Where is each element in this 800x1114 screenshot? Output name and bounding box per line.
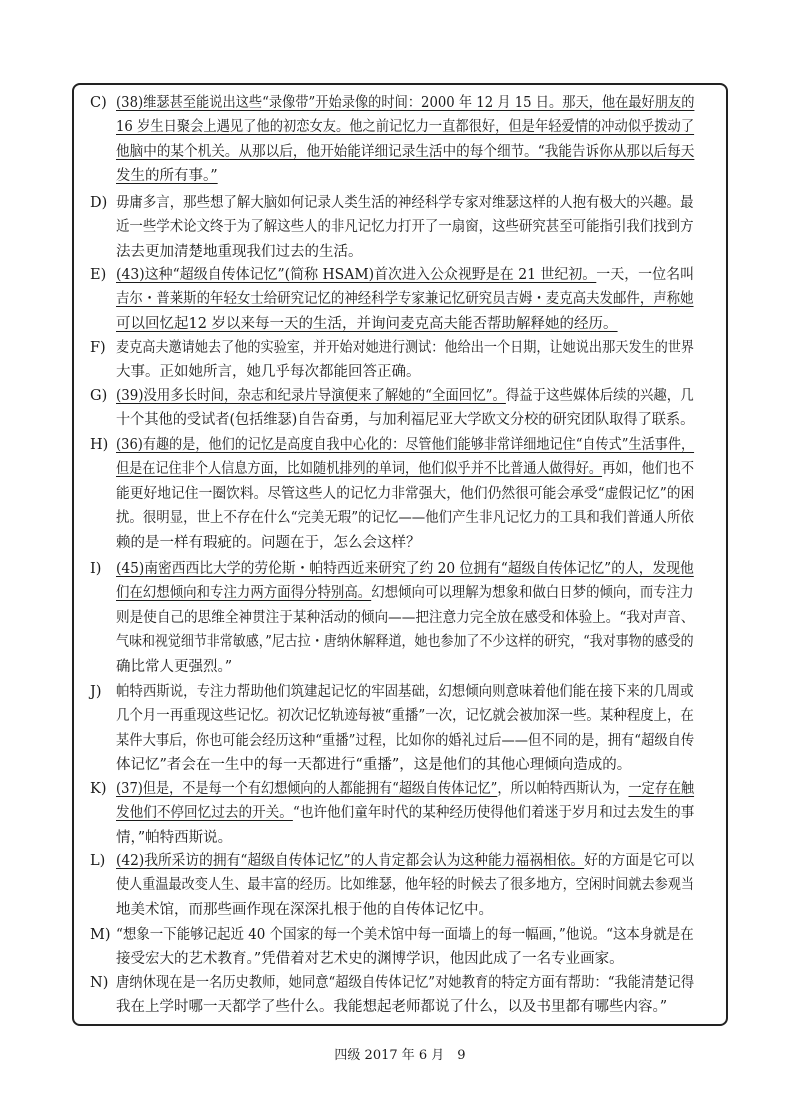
- text-segment: 则是使自己的思维全神贯注于某种活动的倾向——把注意力完全放在感受和体验上。“我对声音、: [116, 609, 695, 626]
- underlined-text: (39)没用多长时间，杂志和纪录片导演便来了解她的“全面回忆”。: [116, 388, 506, 404]
- text-segment: 几个月一再重现这些记忆。初次记忆轨迹每被“重播”一次，记忆就会被加深一些。某种程度上，在: [116, 708, 694, 725]
- text-segment: 体记忆”者会在一生中的每一天都进行“重播”，这是他们的其他心理倾向造成的。: [116, 757, 632, 774]
- text-segment: 十个其他的受试者(包括维瑟)自告奋勇，与加利福尼亚大学欧文分校的研究团队取得了联系。: [116, 412, 695, 429]
- text-segment: 毋庸多言，那些想了解大脑如何记录人类生活的神经科学专家对维瑟这样的人抱有极大的兴趣。最: [116, 195, 694, 211]
- text-line: [116, 195, 694, 212]
- text-line: [116, 486, 694, 503]
- paragraph-label: L): [90, 853, 106, 869]
- text-segment: 扰。很明显，世上不存在什么“完美无瑕”的记忆——他们产生非凡记忆力的工具和我们普通人所依: [116, 510, 694, 527]
- paragraph-label: E): [90, 267, 107, 283]
- paragraph-label: G): [90, 388, 108, 404]
- text-line: [116, 95, 694, 112]
- text-line: [116, 877, 694, 894]
- underlined-text: 16 岁生日聚会上遇见了他的初恋女友。他之前记忆力一直都很好，但是年轻爱情的冲动似乎拨动了: [116, 119, 695, 136]
- underlined-text: 他脑中的某个机关。从那以后，他开始能详细记录生活中的每个细节。“我能告诉你从那以后每天: [116, 143, 695, 160]
- paragraph-label: H): [90, 437, 109, 453]
- text-segment: 一天，一位名叫: [596, 267, 695, 283]
- text-segment: 情，”帕特西斯说。: [116, 829, 233, 846]
- text-line: [116, 388, 694, 405]
- text-segment: 气味和视觉细节非常敏感，”尼古拉・唐纳休解释道，她也参加了不少这样的研究，“我对事物的感受的: [116, 634, 694, 651]
- text-segment: 幻想倾向可以理解为想象和做白日梦的倾向，而专注力: [371, 585, 694, 602]
- underlined-text: (38)维瑟甚至能说出这些“录像带”开始录像的时间：2000 年 12 月 15 日。那天，他在最好朋友的: [116, 95, 695, 111]
- text-line: [116, 902, 493, 919]
- paragraph-label: J): [90, 684, 102, 700]
- text-line: [116, 757, 631, 774]
- text-segment: 能更好地记住一圈饮料。尽管这些人的记忆力非常强大，他们仍然很可能会承受“虚假记忆”的困: [116, 485, 695, 502]
- paragraph-label: M): [90, 927, 111, 943]
- text-segment: 赖的是一样有瑕疵的。问题在于，怎么会这样？: [116, 534, 421, 551]
- text-line: [116, 364, 421, 381]
- text-segment: 我在上学时哪一天都学了些什么。我能想起老师都说了什么，以及书里都有哪些内容。”: [116, 999, 668, 1016]
- text-line: [116, 927, 694, 944]
- text-segment: 好的方面是它可以: [584, 853, 695, 869]
- text-line: [116, 340, 694, 357]
- text-segment: 地美术馆，而那些画作现在深深扎根于他的自传体记忆中。: [116, 901, 493, 918]
- text-line: [116, 684, 694, 701]
- text-line: [116, 733, 694, 750]
- text-line: [116, 999, 667, 1016]
- text-segment: 近一些学术论文终于为了解这些人的非凡记忆力打开了一扇窗，这些研究甚至可能指引我们找到方: [116, 219, 694, 236]
- text-segment: 得益于这些媒体后续的兴趣，几: [505, 388, 694, 404]
- text-segment: 唐纳休现在是一名历史教师，她同意“超级自传体记忆”对她教育的特定方面有帮助：“我能清楚记得: [116, 975, 695, 991]
- underlined-text: 们在幻想倾向和专注力两方面得分特别高。: [116, 585, 372, 602]
- underlined-text: (37)但是，不是每一个有幻想倾向的人都能拥有“超级自传体记忆”: [116, 781, 498, 797]
- text-line: [116, 659, 232, 676]
- paragraph-label: K): [90, 781, 107, 797]
- text-segment: “想象一下能够记起近 40 个国家的每一个美术馆中每一面墙上的每一幅画，”他说。“这本身就是在: [116, 927, 694, 943]
- text-line: [116, 437, 694, 454]
- underlined-text: 发他们不停回忆过去的开关。: [116, 805, 293, 822]
- text-line: [116, 610, 694, 627]
- text-line: [116, 585, 694, 602]
- paragraph-label: D): [90, 195, 108, 211]
- text-line: [116, 316, 618, 333]
- text-segment: 接受宏大的艺术教育。”凭借着对艺术史的渊博学识，他因此成了一名专业画家。: [116, 951, 624, 968]
- text-line: [116, 219, 694, 236]
- underlined-text: 可以回忆起12 岁以来每一天的生活，并询问麦克高夫能否帮助解释她的经历。: [116, 315, 618, 332]
- text-line: [116, 708, 694, 725]
- underlined-text: 发生的所有事。”: [116, 168, 218, 185]
- text-segment: 法去更加清楚地重现我们过去的生活。: [116, 243, 363, 260]
- paragraph-label: F): [90, 340, 106, 356]
- text-line: [116, 168, 218, 185]
- text-line: [116, 634, 694, 651]
- text-segment: 再如，他们也不: [602, 461, 695, 478]
- text-line: [116, 291, 694, 308]
- text-line: [116, 951, 624, 968]
- text-segment: “也许他们童年时代的某种经历使得他们着迷于岁月和过去发生的事: [292, 805, 695, 822]
- underlined-text: (42)我所采访的拥有“超级自传体记忆”的人肯定都会认为这种能力福祸相依。: [116, 853, 585, 869]
- text-line: [116, 144, 694, 161]
- text-line: [116, 412, 694, 429]
- text-segment: 大事。正如她所言，她几乎每次都能回答正确。: [116, 364, 421, 381]
- text-line: [116, 119, 694, 136]
- text-line: [116, 535, 421, 552]
- text-segment: 使人重温最改变人生、最丰富的经历。比如维瑟，他年轻的时候去了很多地方，空闲时间就去参观当: [116, 877, 695, 894]
- paragraph-label: N): [90, 975, 109, 991]
- text-segment: 确比常人更强烈。”: [116, 658, 233, 675]
- text-segment: 帕特西斯说，专注力帮助他们筑建起记忆的牢固基础，幻想倾向则意味着他们能在接下来的几周或: [116, 684, 694, 700]
- text-line: [116, 561, 694, 578]
- paragraph-label: I): [90, 561, 102, 577]
- text-line: [116, 244, 363, 261]
- text-line: [116, 781, 694, 798]
- text-line: [116, 510, 694, 527]
- text-line: [116, 830, 232, 847]
- text-line: [116, 461, 694, 478]
- underlined-text: 吉尔・普莱斯的年轻女士给研究记忆的神经科学专家兼记忆研究员吉姆・麦克高夫发邮件，声称她: [116, 291, 694, 308]
- text-segment: 某件大事后，你也可能会经历这种“重播”过程，比如你的婚礼过后——但不同的是，拥有“超级自传: [116, 732, 695, 749]
- text-line: [116, 853, 694, 870]
- text-line: [116, 975, 694, 992]
- page-footer: 四级 2017 年 6 月 9: [334, 1048, 466, 1063]
- text-segment: 麦克高夫邀请她去了他的实验室，并开始对她进行测试：他给出一个日期，让她说出那天发生的世界: [116, 340, 695, 356]
- underlined-text: 但是在记住非个人信息方面，比如随机排列的单词，他们似乎并不比普通人做得好。: [116, 461, 603, 478]
- underlined-text: (43)这种“超级自传体记忆”(简称 HSAM)首次进入公众视野是在 21 世纪初。: [116, 267, 597, 283]
- text-segment: ，所以帕特西斯认为，: [497, 781, 629, 797]
- text-line: [116, 267, 694, 284]
- text-line: [116, 805, 694, 822]
- underlined-text: 一定存在触: [628, 781, 695, 797]
- underlined-text: (45)南密西西比大学的劳伦斯・帕特西近来研究了约 20 位拥有“超级自传体记忆”的人，发现他: [116, 561, 694, 577]
- underlined-text: (36)有趣的是，他们的记忆是高度自我中心化的：尽管他们能够非常详细地记住“自传式”生活事件，: [116, 437, 695, 453]
- paragraph-label: C): [90, 95, 107, 111]
